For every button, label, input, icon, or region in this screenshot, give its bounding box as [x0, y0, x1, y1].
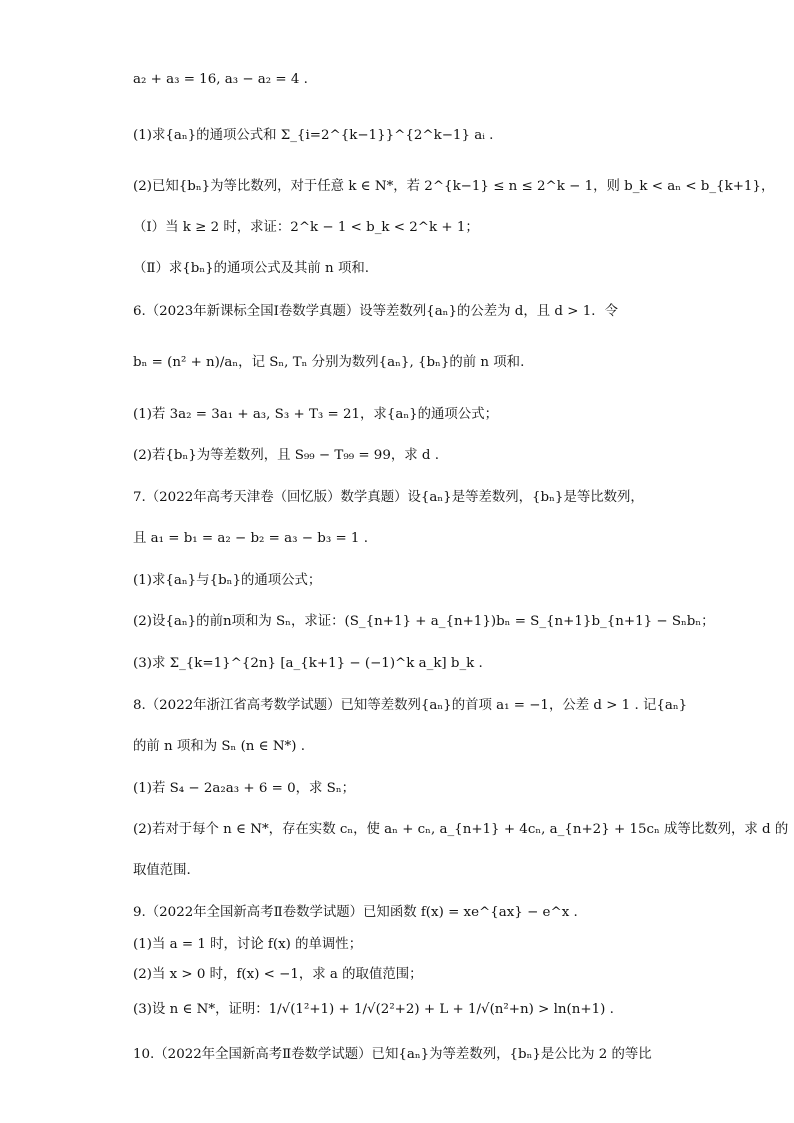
question-8-title: 8.（2022年浙江省高考数学试题）已知等差数列{aₙ}的首项 a₁ = −1，公差 d > 1 . 记{aₙ}: [133, 698, 688, 713]
question-9-title: 9.（2022年全国新高考Ⅱ卷数学试题）已知函数 f(x) = xe^{ax} − e^x .: [133, 905, 578, 920]
line-22: (2)当 x > 0 时，f(x) < −1，求 a 的取值范围；: [133, 967, 423, 982]
line-23: (3)设 n ∈ N*，证明：1/√(1²+1) + 1/√(2²+2) + L + 1/√(n²+n) > ln(n+1) .: [133, 1002, 614, 1017]
line-13: (2)设{aₙ}的前n项和为 Sₙ，求证：(S_{n+1} + a_{n+1})bₙ = S_{n+1}b_{n+1} − Sₙbₙ；: [133, 614, 715, 629]
line-21: (1)当 a = 1 时，讨论 f(x) 的单调性；: [133, 937, 363, 952]
line-16: 的前 n 项和为 Sₙ (n ∈ N*) .: [133, 739, 305, 754]
question-6-title: 6.（2023年新课标全国Ⅰ卷数学真题）设等差数列{aₙ}的公差为 d，且 d > 1．令: [133, 304, 619, 319]
line-1: a₂ + a₃ = 16, a₃ − a₂ = 4 .: [133, 72, 308, 87]
line-18: (2)若对于每个 n ∈ N*，存在实数 cₙ，使 aₙ + cₙ, a_{n+1} + 4cₙ, a_{n+2} + 15cₙ 成等比数列，求 d 的: [133, 822, 789, 837]
line-19: 取值范围.: [133, 863, 191, 878]
line-12: (1)求{aₙ}与{bₙ}的通项公式；: [133, 573, 322, 588]
line-11: 且 a₁ = b₁ = a₂ − b₂ = a₃ − b₃ = 1 .: [133, 531, 368, 546]
line-5: （Ⅱ）求{bₙ}的通项公式及其前 n 项和.: [133, 261, 369, 276]
line-4: （Ⅰ）当 k ≥ 2 时，求证：2^k − 1 < b_k < 2^k + 1；: [133, 220, 479, 235]
line-14: (3)求 Σ_{k=1}^{2n} [a_{k+1} − (−1)^k a_k] b_k .: [133, 656, 483, 671]
line-3: (2)已知{bₙ}为等比数列，对于任意 k ∈ N*，若 2^{k−1} ≤ n ≤ 2^k − 1，则 b_k < aₙ < b_{k+1}，: [133, 179, 775, 194]
line-8: (1)若 3a₂ = 3a₁ + a₃, S₃ + T₃ = 21，求{aₙ}的通项公式；: [133, 407, 498, 422]
line-17: (1)若 S₄ − 2a₂a₃ + 6 = 0，求 Sₙ；: [133, 781, 356, 796]
question-10-title: 10.（2022年全国新高考Ⅱ卷数学试题）已知{aₙ}为等差数列，{bₙ}是公比为 2 的等比: [133, 1047, 652, 1062]
question-7-title: 7.（2022年高考天津卷（回忆版）数学真题）设{aₙ}是等差数列，{bₙ}是等比数列，: [133, 490, 644, 505]
line-7: bₙ = (n² + n)/aₙ，记 Sₙ, Tₙ 分别为数列{aₙ}, {bₙ}的前 n 项和.: [133, 355, 525, 370]
line-9: (2)若{bₙ}为等差数列，且 S₉₉ − T₉₉ = 99，求 d .: [133, 448, 439, 463]
line-2: (1)求{aₙ}的通项公式和 Σ_{i=2^{k−1}}^{2^k−1} aᵢ .: [133, 128, 494, 143]
